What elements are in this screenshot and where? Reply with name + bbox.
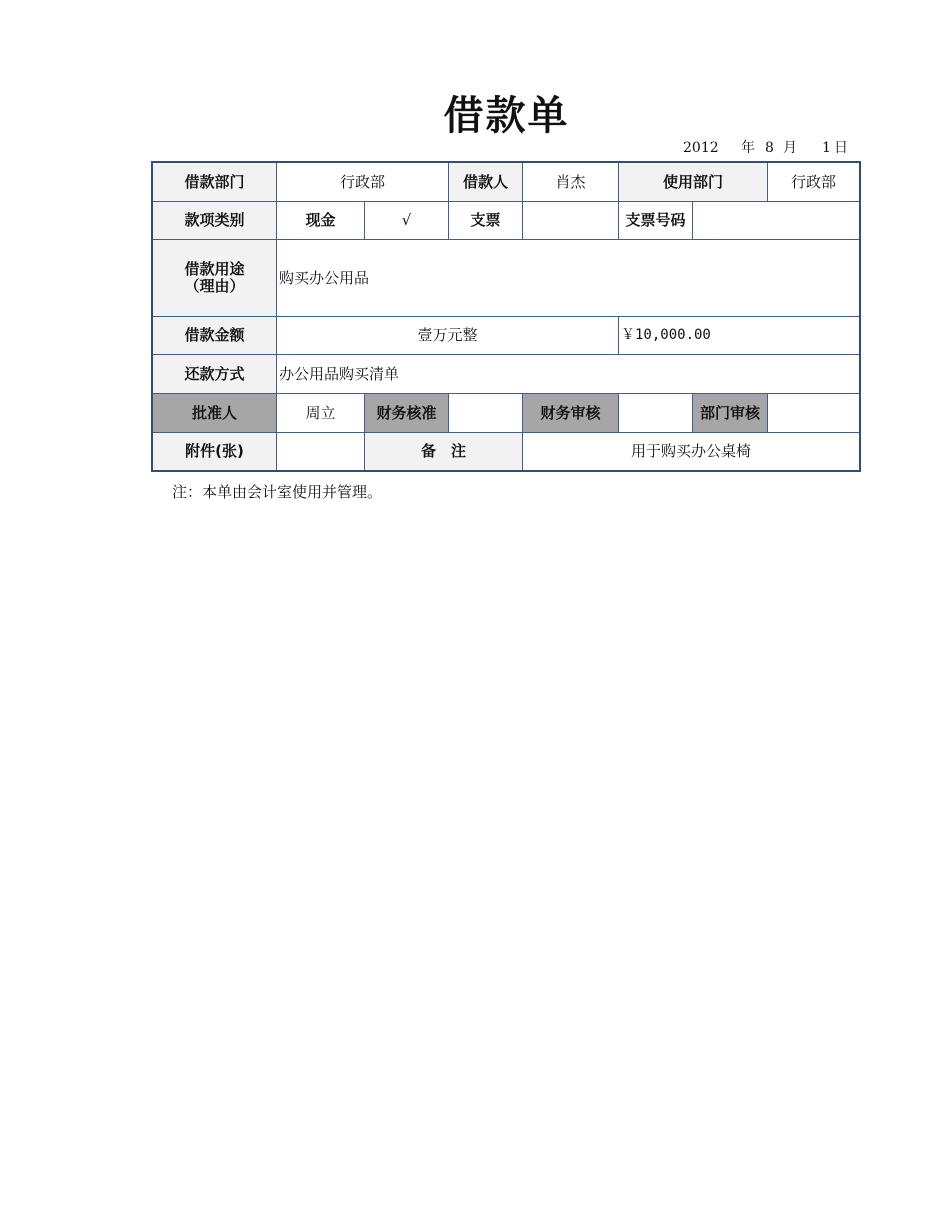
- cash-checkmark[interactable]: √: [365, 202, 449, 240]
- loan-form-table: [151, 161, 861, 472]
- purpose-value[interactable]: 购买办公用品: [277, 240, 859, 317]
- check-number-value[interactable]: [693, 202, 859, 240]
- attachments-value[interactable]: [277, 433, 365, 470]
- amount-in-words[interactable]: 壹万元整: [277, 317, 619, 355]
- finance-review-value[interactable]: [619, 394, 693, 433]
- category-label: 款项类别: [153, 202, 277, 240]
- use-dept-value[interactable]: 行政部: [768, 163, 859, 202]
- form-title: 借款单: [443, 93, 570, 139]
- finance-approval-label: 财务核准: [365, 394, 449, 433]
- dept-review-value[interactable]: [768, 394, 859, 433]
- date-year: 2012: [683, 140, 719, 156]
- use-dept-label: 使用部门: [619, 163, 768, 202]
- purpose-label: [153, 240, 277, 317]
- footnote: 注：本单由会计室使用并管理。: [172, 483, 383, 501]
- dept-label: 借款部门: [153, 163, 277, 202]
- approver-label: 批准人: [153, 394, 277, 433]
- check-label: 支票: [449, 202, 523, 240]
- finance-review-label: 财务审核: [523, 394, 619, 433]
- date-month: 8: [765, 140, 774, 156]
- remark-label: 备 注: [365, 433, 523, 470]
- approver-value[interactable]: 周立: [277, 394, 365, 433]
- finance-approval-value[interactable]: [449, 394, 523, 433]
- attachments-label: 附件(张): [153, 433, 277, 470]
- amount-in-figures[interactable]: ￥10,000.00: [619, 317, 859, 355]
- borrower-label: 借款人: [449, 163, 523, 202]
- date-day: 1: [822, 140, 831, 156]
- cash-label: 现金: [277, 202, 365, 240]
- dept-value[interactable]: 行政部: [277, 163, 449, 202]
- dept-review-label: 部门审核: [693, 394, 768, 433]
- amount-label: 借款金额: [153, 317, 277, 355]
- repay-label: 还款方式: [153, 355, 277, 394]
- check-value[interactable]: [523, 202, 619, 240]
- purpose-label-line2: （理由）: [184, 277, 245, 295]
- purpose-label-line1: 借款用途: [184, 260, 245, 278]
- date-day-label: 日: [834, 140, 848, 156]
- date-year-label: 年: [741, 140, 755, 156]
- borrower-value[interactable]: 肖杰: [523, 163, 619, 202]
- repay-value[interactable]: 办公用品购买清单: [277, 355, 859, 394]
- date-month-label: 月: [783, 140, 797, 156]
- remark-value[interactable]: 用于购买办公桌椅: [630, 442, 751, 460]
- check-number-label: 支票号码: [619, 202, 693, 240]
